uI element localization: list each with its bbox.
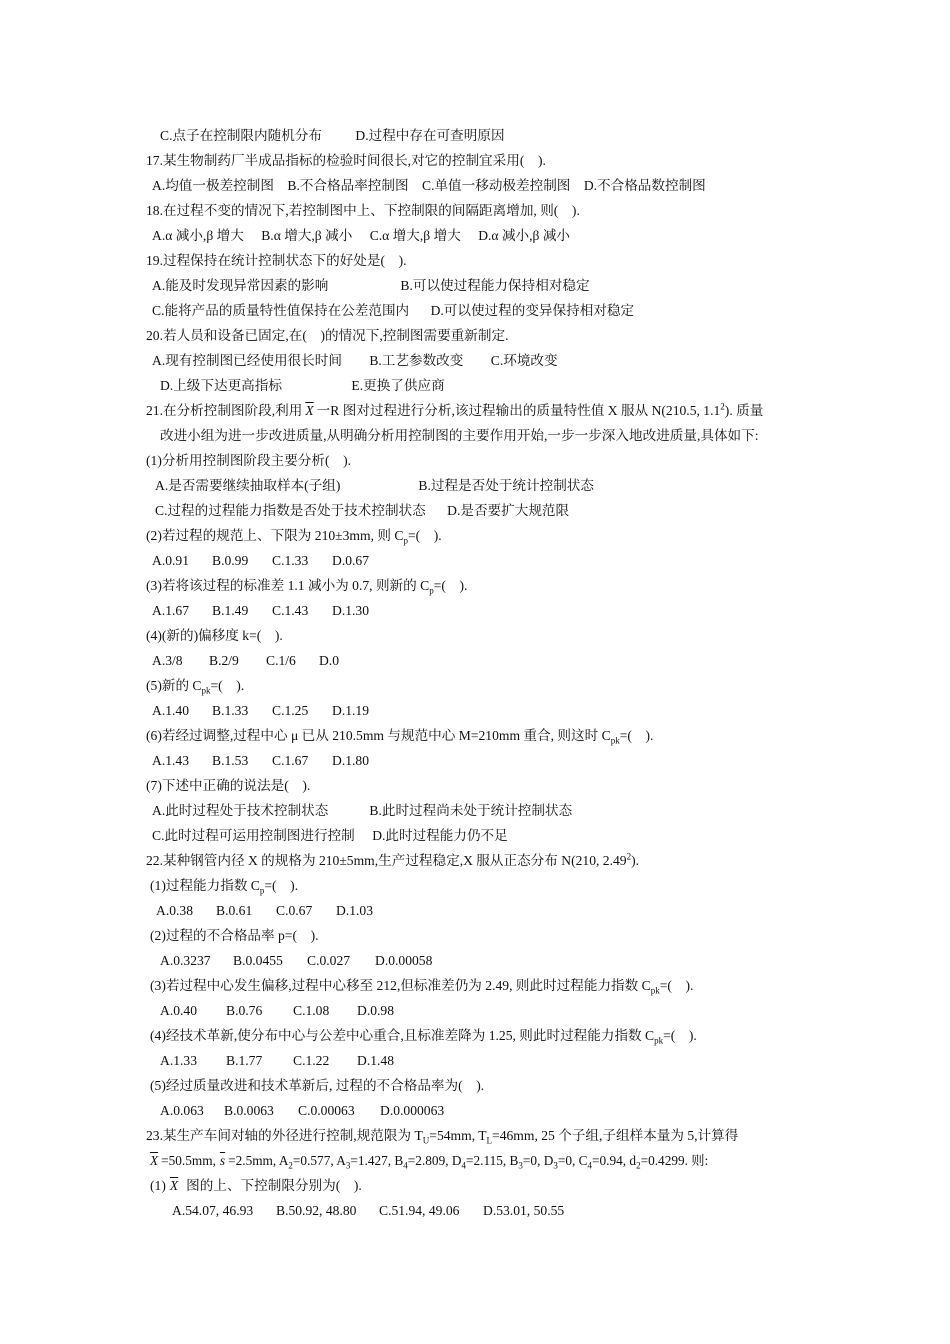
option-d: D.0.98 xyxy=(357,1003,395,1018)
subscript: U xyxy=(422,1135,430,1146)
option-c: C.1.22 xyxy=(293,1053,330,1068)
given-text: =0.4299. 则: xyxy=(640,1153,709,1168)
option-b: B.过程是否处于统计控制状态 xyxy=(418,478,594,493)
sub-question-text: =( ). xyxy=(659,978,694,993)
question-20 xyxy=(146,327,509,345)
option-b: B.此时过程尚未处于统计控制状态 xyxy=(369,803,573,818)
option-d: D.可以使过程的变异保持相对稳定 xyxy=(430,303,635,318)
option-d: D.上级下达更高指标 xyxy=(160,378,282,393)
option-c: C.1.43 xyxy=(272,603,309,618)
question-text: 17.某生物制药厂半成品指标的检验时间很长,对它的控制宜采用( ). xyxy=(146,153,546,168)
x-bar-symbol: $\overline{X}$ xyxy=(305,403,314,418)
given-text: =0, C xyxy=(557,1153,588,1168)
subscript: L xyxy=(486,1135,493,1146)
question-23 xyxy=(146,1127,738,1145)
sub-question-text: (1)分析用控制图阶段主要分析( ). xyxy=(146,453,352,468)
sub-question-text: =( ). xyxy=(407,528,442,543)
option-a: A.0.40 xyxy=(160,1003,198,1018)
option-a: A.0.91 xyxy=(152,553,190,568)
superscript: 2 xyxy=(626,851,632,862)
option-b: B.可以使过程能力保持相对稳定 xyxy=(400,278,590,293)
subscript: 3 xyxy=(553,1160,558,1171)
subscript: 4 xyxy=(403,1160,408,1171)
option-d: D.是否要扩大规范限 xyxy=(447,503,570,518)
q21-7-options-cd xyxy=(152,827,508,845)
sub-question-text: 图的上、下控制限分别为( ). xyxy=(186,1178,362,1193)
q21-sub-5 xyxy=(146,677,244,695)
q20-options-abc xyxy=(152,352,558,370)
option-d: D.α 减小,β 减小 xyxy=(478,228,571,243)
question-17 xyxy=(146,152,546,170)
option-a: A.1.67 xyxy=(152,603,190,618)
subscript: pk xyxy=(654,1035,664,1046)
option-a: A.0.38 xyxy=(156,903,194,918)
sub-question-text: (1)过程能力指数 C xyxy=(150,878,260,893)
option-a: A.1.43 xyxy=(152,753,190,768)
q21-sub-4 xyxy=(146,627,283,645)
sub-question-text: (4)经技术革新,使分布中心与公差中心重合,且标准差降为 1.25, 则此时过程能力指数 C xyxy=(150,1028,655,1043)
question-text: 改进小组为进一步改进质量,从明确分析用控制图的主要作用开始,一步一步深入地改进质量,具体如下: xyxy=(160,428,759,443)
option-a: A.能及时发现异常因素的影响 xyxy=(152,278,329,293)
given-text: =50.5mm, xyxy=(161,1153,216,1168)
option-c: C.过程的过程能力指数是否处于技术控制状态 xyxy=(155,503,426,518)
option-c: C.0.67 xyxy=(276,903,313,918)
option-c: C.1.25 xyxy=(272,703,309,718)
q21-sub-7 xyxy=(146,777,310,795)
option-d: D.0.67 xyxy=(332,553,370,568)
sub-question-text: =( ). xyxy=(210,678,245,693)
q19-options-ab xyxy=(152,277,590,295)
option-b: B.0.0063 xyxy=(224,1103,274,1118)
given-text: =0.94, d xyxy=(592,1153,637,1168)
subscript: 4 xyxy=(461,1160,466,1171)
option-c: C.1.33 xyxy=(272,553,309,568)
option-b: B.0.0455 xyxy=(233,953,283,968)
q22-3-options xyxy=(160,1002,394,1020)
option-d: D.0.00058 xyxy=(375,953,433,968)
sub-question-text: (1) xyxy=(150,1178,166,1193)
option-d: D.1.19 xyxy=(332,703,370,718)
option-c: C.0.027 xyxy=(307,953,351,968)
option-d: D.过程中存在可查明原因 xyxy=(355,128,505,143)
option-c: C.点子在控制限内随机分布 xyxy=(160,128,322,143)
q21-3-options xyxy=(152,602,369,620)
sub-question-text: (5)经过质量改进和技术革新后, 过程的不合格品率为( ). xyxy=(150,1078,485,1093)
subscript: 4 xyxy=(587,1160,592,1171)
option-c: C.1.08 xyxy=(293,1003,330,1018)
question-21 xyxy=(146,402,763,420)
question-23-given-values xyxy=(150,1152,708,1170)
x-bar-symbol: $\overline{X}$ xyxy=(169,1178,179,1193)
q22-sub-2 xyxy=(150,927,319,945)
q21-6-options xyxy=(152,752,369,770)
question-text: =46mm, 25 个子组,子组样本量为 5,计算得 xyxy=(492,1128,739,1143)
q22-1-options xyxy=(156,902,373,920)
option-a: A.现有控制图已经使用很长时间 xyxy=(152,353,342,368)
subscript: 2 xyxy=(636,1160,641,1171)
option-b: B.50.92, 48.80 xyxy=(276,1203,357,1218)
question-text: 23.某生产车间对轴的外径进行控制,规范限为 T xyxy=(146,1128,423,1143)
option-b: B.1.33 xyxy=(212,703,249,718)
question-text: 21.在分析控制图阶段,利用 xyxy=(146,403,303,418)
q16-options-cd xyxy=(160,127,505,145)
q22-sub-4 xyxy=(150,1027,697,1045)
q22-sub-1 xyxy=(150,877,298,895)
option-b: B.1.53 xyxy=(212,753,249,768)
option-c: C.能将产品的质量特性值保持在公差范围内 xyxy=(152,303,410,318)
subscript: p xyxy=(403,535,408,546)
sub-question-text: =( ). xyxy=(264,878,299,893)
option-c: C.此时过程可运用控制图进行控制 xyxy=(152,828,355,843)
sub-question-text: (6)若经过调整,过程中心 μ 已从 210.5mm 与规范中心 M=210mm 重合, 则这时 C xyxy=(146,728,611,743)
question-text: ). xyxy=(631,853,640,868)
option-b: B.α 增大,β 减小 xyxy=(261,228,353,243)
question-21-continued xyxy=(160,427,759,445)
subscript: 3 xyxy=(518,1160,523,1171)
sub-question-text: (2)若过程的规范上、下限为 210±3mm, 则 C xyxy=(146,528,404,543)
option-b: B.工艺参数改变 xyxy=(369,353,464,368)
option-c: C.1.67 xyxy=(272,753,309,768)
q23-1-options xyxy=(172,1202,564,1220)
option-a: A.1.33 xyxy=(160,1053,198,1068)
question-text: 20.若人员和设备已固定,在( )的情况下,控制图需要重新制定. xyxy=(146,328,509,343)
superscript: 2 xyxy=(720,401,725,412)
option-a: A.0.063 xyxy=(160,1103,204,1118)
question-text: 22.某种钢管内径 X 的规格为 210±5mm,生产过程稳定,X 服从正态分布 N(210, 2.49 xyxy=(146,853,627,868)
option-d: D.此时过程能力仍不足 xyxy=(372,828,508,843)
option-a: A.均值一极差控制图 xyxy=(152,178,274,193)
sub-question-text: (5)新的 C xyxy=(146,678,202,693)
option-c: C.环境改变 xyxy=(490,353,558,368)
q21-1-options-ab xyxy=(155,477,594,495)
option-d: D.1.80 xyxy=(332,753,370,768)
s-bar-symbol: $\overline{s}$ xyxy=(219,1153,226,1168)
sub-question-text: (2)过程的不合格品率 p=( ). xyxy=(150,928,319,943)
q19-options-cd xyxy=(152,302,634,320)
option-a: A.3/8 xyxy=(152,653,183,668)
q20-options-de xyxy=(160,377,445,395)
q21-4-options xyxy=(152,652,339,670)
q21-sub-3 xyxy=(146,577,467,595)
option-d: D.1.30 xyxy=(332,603,370,618)
q21-sub-1 xyxy=(146,452,351,470)
given-text: =2.5mm, A xyxy=(228,1153,289,1168)
option-e: E.更换了供应商 xyxy=(351,378,445,393)
option-d: D.1.48 xyxy=(357,1053,395,1068)
question-22 xyxy=(146,852,639,870)
sub-question-text: =( ). xyxy=(663,1028,697,1043)
subscript: p xyxy=(259,885,265,896)
q21-2-options xyxy=(152,552,369,570)
subscript: 3 xyxy=(345,1160,351,1171)
option-d: D.1.03 xyxy=(336,903,374,918)
subscript: pk xyxy=(650,985,660,996)
q22-sub-3 xyxy=(150,977,693,995)
option-c: C.单值一移动极差控制图 xyxy=(422,178,571,193)
option-c: C.0.00063 xyxy=(298,1103,355,1118)
q21-7-options-ab xyxy=(152,802,572,820)
option-a: A.α 减小,β 增大 xyxy=(152,228,244,243)
option-c: C.1/6 xyxy=(266,653,296,668)
q22-5-options xyxy=(160,1102,444,1120)
given-text: =0, D xyxy=(522,1153,554,1168)
given-text: =1.427, B xyxy=(350,1153,404,1168)
q22-4-options xyxy=(160,1052,394,1070)
option-d: D.53.01, 50.55 xyxy=(483,1203,565,1218)
q23-sub-1 xyxy=(150,1177,362,1195)
option-d: D.不合格品数控制图 xyxy=(583,178,706,193)
option-b: B.1.49 xyxy=(212,603,249,618)
question-19 xyxy=(146,252,407,270)
given-text: =2.809, D xyxy=(407,1153,462,1168)
subscript: p xyxy=(429,585,434,596)
question-text: 18.在过程不变的情况下,若控制图中上、下控制限的间隔距离增加, 则( ). xyxy=(146,203,580,218)
option-c: C.51.94, 49.06 xyxy=(379,1203,460,1218)
option-b: B.2/9 xyxy=(209,653,239,668)
question-text: 一R 图对过程进行分析,该过程输出的质量特性值 X 服从 N(210.5, 1.1 xyxy=(316,403,721,418)
sub-question-text: (7)下述中正确的说法是( ). xyxy=(146,778,311,793)
question-text: 19.过程保持在统计控制状态下的好处是( ). xyxy=(146,253,407,268)
q17-options xyxy=(152,177,706,195)
sub-question-text: =( ). xyxy=(619,728,654,743)
q21-1-options-cd xyxy=(155,502,569,520)
given-text: =2.115, B xyxy=(465,1153,519,1168)
option-d: D.0 xyxy=(319,653,340,668)
option-b: B.0.76 xyxy=(226,1003,263,1018)
option-a: A.0.3237 xyxy=(160,953,211,968)
question-text: =54mm, T xyxy=(429,1128,487,1143)
option-d: D.0.000063 xyxy=(380,1103,445,1118)
subscript: pk xyxy=(201,685,211,696)
subscript: 2 xyxy=(288,1160,293,1171)
option-b: B.不合格品率控制图 xyxy=(287,178,409,193)
option-b: B.0.99 xyxy=(212,553,249,568)
x-double-bar-symbol: $\overline{X}$ xyxy=(150,1153,159,1168)
q18-options xyxy=(152,227,570,245)
subscript: pk xyxy=(610,735,620,746)
question-text: ). 质量 xyxy=(724,403,764,418)
q22-2-options xyxy=(160,952,432,970)
given-text: =0.577, A xyxy=(292,1153,346,1168)
sub-question-text: (4)(新的)偏移度 k=( ). xyxy=(146,628,283,643)
q21-sub-2 xyxy=(146,527,442,545)
q21-5-options xyxy=(152,702,369,720)
option-a: A.此时过程处于技术控制状态 xyxy=(152,803,329,818)
sub-question-text: =( ). xyxy=(433,578,468,593)
question-18 xyxy=(146,202,580,220)
option-b: B.1.77 xyxy=(226,1053,263,1068)
sub-question-text: (3)若过程中心发生偏移,过程中心移至 212,但标准差仍为 2.49, 则此时过程能力指数 C xyxy=(150,978,651,993)
option-a: A.54.07, 46.93 xyxy=(172,1203,254,1218)
q21-sub-6 xyxy=(146,727,653,745)
option-a: A.1.40 xyxy=(152,703,190,718)
sub-question-text: (3)若将该过程的标准差 1.1 减小为 0.7, 则新的 C xyxy=(146,578,430,593)
option-b: B.0.61 xyxy=(216,903,253,918)
q22-sub-5 xyxy=(150,1077,484,1095)
option-c: C.α 增大,β 增大 xyxy=(369,228,461,243)
option-a: A.是否需要继续抽取样本(子组) xyxy=(155,478,341,493)
